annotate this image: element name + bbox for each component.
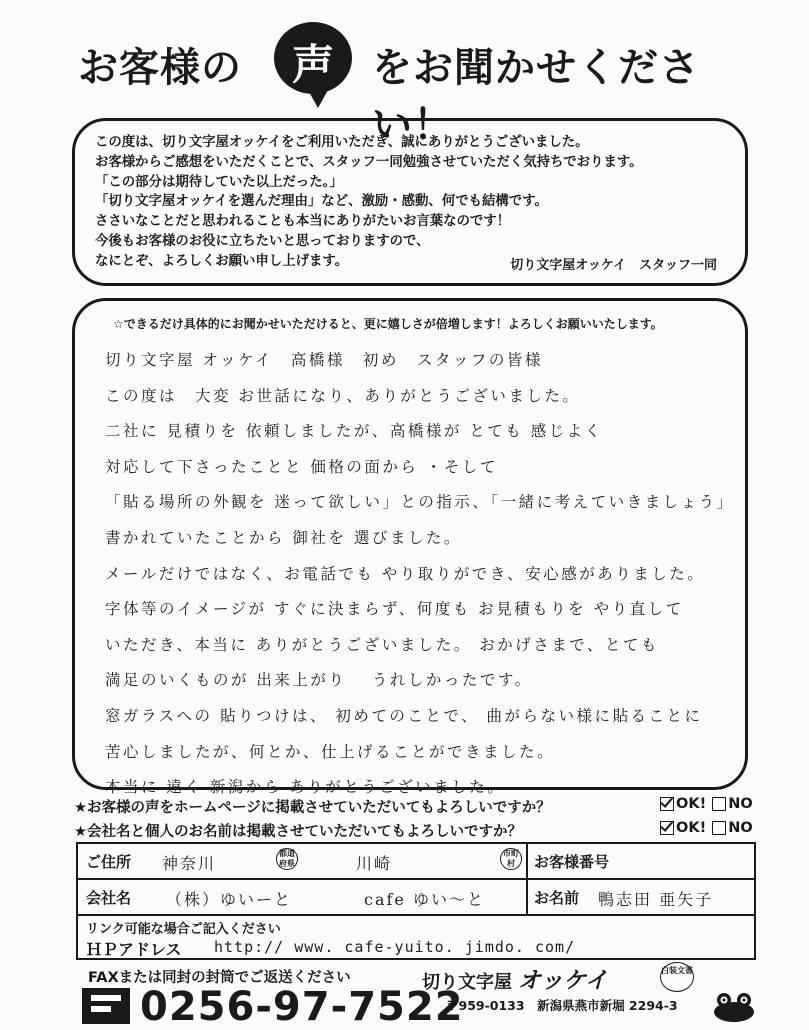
speech-bubble-icon	[274, 22, 352, 94]
notice-line: ささいなことだと思われることも本当にありがたいお言葉なのです！	[95, 214, 511, 230]
publish-voice-options	[658, 796, 753, 812]
notice-line: 今後もお客様のお役に立ちたいと思っておりますので、	[95, 233, 430, 249]
notice-text	[95, 133, 729, 272]
title-prefix: お客様の	[78, 45, 242, 91]
address-label: ご住所	[86, 853, 132, 871]
notice-line: お客様からご感想をいただくことで、スタッフ一同勉強させていただく気持ちでおります。	[95, 154, 643, 170]
comment-line: 満足のいくものが 出来上がり うれしかったです。	[105, 671, 533, 690]
comment-line: いただき、本当に ありがとうございました。 おかげさまで、とても	[105, 635, 659, 654]
hp-url-value[interactable]: http:// www. cafe-yuito. jimdo. com/	[214, 938, 576, 956]
fax-icon	[82, 988, 130, 1024]
brand-okkei: オッケイ	[518, 968, 608, 994]
city-value[interactable]: 川崎	[356, 854, 393, 873]
ok-checkbox[interactable]	[660, 797, 674, 811]
fax-number: 0256-97-7522	[140, 984, 464, 1030]
thank-you-notice	[72, 118, 748, 286]
form-divider	[78, 914, 754, 916]
brand-name	[422, 962, 608, 995]
ok-label: OK!	[676, 796, 707, 812]
company-address: 〒959-0133 新潟県燕市新堀 2294-3	[446, 998, 678, 1013]
link-note: リンク可能な場合ご記入ください	[86, 922, 281, 937]
fax-instruction: FAXまたは同封の封筒でご返送ください	[88, 970, 351, 986]
todofuken-stamp: 都道府県	[276, 848, 298, 870]
comment-line: 本当に 遠く 新潟から ありがとうございました。	[105, 778, 506, 797]
comment-line: 字体等のイメージが すぐに決まらず、何度も お見積もりを やり直して	[105, 600, 684, 619]
comment-instruction: ☆できるだけ具体的にお聞かせいただけると、更に嬉しさが倍増します！よろしくお願いいたします。	[113, 317, 663, 331]
name-value[interactable]: 鴨志田 亜矢子	[598, 890, 714, 909]
company-value[interactable]: （株）ゆいーと cafe ゆい〜と	[166, 890, 485, 909]
brand-prefix: 切り文字屋	[422, 972, 512, 993]
customer-number-label: お客様番号	[534, 853, 610, 871]
customer-info-form	[76, 842, 756, 960]
form-divider	[78, 878, 754, 880]
comment-line: 対応して下さったことと 価格の面から ・そして	[105, 457, 498, 476]
handwritten-comment	[105, 343, 735, 806]
company-label: 会社名	[86, 889, 132, 907]
ok-checkbox[interactable]	[660, 821, 674, 835]
notice-line: なにとぞ、よろしくお願い申し上げます。	[95, 253, 349, 269]
comment-line: 「貼る場所の外観を 迷って欲しい」との指示、「一緒に考えていきましょう」	[105, 493, 735, 512]
publish-names-options	[658, 820, 753, 836]
customer-comment-box[interactable]	[72, 298, 748, 797]
hp-label: ＨＰアドレス	[86, 940, 182, 959]
title-voice-char: 声	[291, 40, 334, 89]
question-publish-names: ★会社名と個人のお名前は掲載させていただいてもよろしいですか？	[74, 824, 522, 840]
prefecture-value[interactable]: 神奈川	[162, 854, 217, 873]
notice-line: 「切り文字屋オッケイを選んだ理由」など、激励・感動、何でも結構です。	[95, 194, 548, 210]
ok-label: OK!	[676, 820, 707, 836]
comment-line: メールだけではなく、お電話でも やり取りができ、安心感がありました。	[105, 564, 706, 583]
no-label: NO	[728, 796, 753, 812]
title-suffix: をお聞かせください！	[372, 45, 700, 148]
question-publish-voice: ★お客様の声をホームページに掲載させていただいてもよろしいですか？	[74, 800, 551, 816]
no-checkbox[interactable]	[712, 797, 726, 811]
name-label: お名前	[534, 889, 580, 907]
comment-line: 苦心しましたが、何とか、仕上げることができました。	[105, 742, 556, 761]
notice-line: 「この部分は期待していた以上だった。」	[95, 174, 343, 190]
comment-line: 窓ガラスへの 貼りつけは、 初めてのことで、 曲がらない様に貼ることに	[105, 706, 703, 725]
no-label: NO	[728, 820, 753, 836]
notice-line: この度は、切り文字屋オッケイをご利用いただき、誠にありがとうございました。	[95, 135, 589, 150]
no-checkbox[interactable]	[712, 821, 726, 835]
comment-line: 切り文字屋 オッケイ 高橋様 初め スタッフの皆様	[105, 351, 543, 369]
comment-line: 書かれていたことから 御社を 選びました。	[105, 528, 462, 547]
shichoson-stamp: 市町村	[500, 848, 522, 870]
notice-signature: 切り文字屋オッケイ スタッフ一同	[510, 258, 717, 273]
form-divider	[526, 844, 528, 914]
comment-line: この度は 大変 お世話になり、ありがとうございました。	[105, 386, 581, 405]
brand-stamp: 白装文書	[660, 962, 694, 992]
comment-line: 二社に 見積りを 依頼しましたが、高橋様が とても 感じよく	[105, 422, 603, 441]
frog-mascot-icon	[712, 992, 756, 1022]
footer	[76, 962, 756, 1030]
